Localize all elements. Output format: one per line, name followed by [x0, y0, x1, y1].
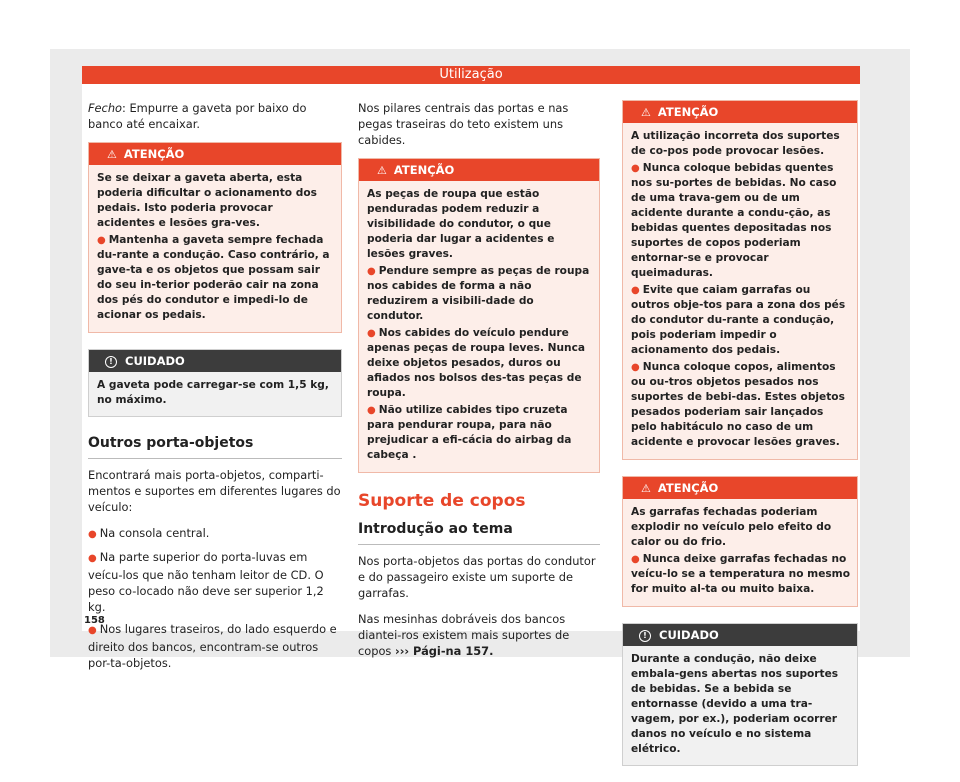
manual-page: [82, 66, 860, 755]
intro-paragraph: [88, 100, 342, 132]
bullet-dot-icon: ●: [631, 362, 640, 373]
caution-text: Durante a condução, não deixe embala-gens abertas nos suportes de bebidas. Se a bebida se entornasse (devido a uma tra-vagem, por ex.), poderiam ocorrer danos no veículo e no sistema elétrico.: [631, 653, 839, 755]
bullet-dot-icon: ●: [367, 405, 376, 416]
warning-box: [88, 142, 342, 333]
bullet-dot-icon: ●: [631, 285, 640, 296]
warning-header: [359, 159, 599, 181]
info-circle-icon: !: [105, 356, 117, 368]
bullet-dot-icon: ●: [631, 554, 640, 565]
warning-triangle-icon: ⚠: [107, 148, 117, 161]
warning-header: [89, 143, 341, 165]
bullet-dot-icon: ●: [88, 625, 97, 636]
warning-text: A utilização incorreta dos suportes de co-pos pode provocar lesões.: [631, 130, 840, 157]
info-circle-icon: !: [639, 630, 651, 642]
warning-title: ATENÇÃO: [657, 105, 719, 119]
warning-bullet: ● Nos cabides do veículo pendure apenas peças de roupa leves. Nunca deixe objetos pesados, duros ou afiados nos bolsos des-tas peças de roupa.: [367, 327, 586, 399]
bullet-dot-icon: ●: [88, 553, 97, 564]
warning-bullet: ● Não utilize cabides tipo cruzeta para pendurar roupa, para não prejudicar a efi-cácia do airbag da cabeça .: [367, 404, 572, 461]
list-item: ● Na parte superior do porta-luvas em veícu-los que não tenham leitor de CD. O peso co-locado não deve ser superior 1,2 kg.: [88, 550, 324, 614]
caution-box: [622, 623, 858, 766]
warning-title: ATENÇÃO: [393, 163, 455, 177]
column-right: [622, 100, 858, 782]
section-title: Outros porta-objetos: [88, 435, 342, 459]
warning-text: Se se deixar a gaveta aberta, esta poderia dificultar o acionamento dos pedais. Isto poderia provocar acidentes e lesões gra-ves.: [97, 172, 317, 229]
bullet-dot-icon: ●: [631, 163, 640, 174]
warning-box: [622, 100, 858, 460]
warning-bullet: ● Nunca coloque bebidas quentes nos su-portes de bebidas. No caso de uma trava-gem ou de um acidente durante a condu-ção, as bebidas quentes depositadas nos suportes de copos poderiam entornar-se e provocar queimaduras.: [631, 162, 837, 279]
intro-term: Fecho: [88, 101, 123, 115]
caution-title: CUIDADO: [125, 354, 185, 368]
paragraph: Nos porta-objetos das portas do condutor e do passageiro existe um suporte de garrafas.: [358, 554, 596, 600]
list-item: ● Na consola central.: [88, 526, 210, 540]
caution-text: A gaveta pode carregar-se com 1,5 kg, no máximo.: [97, 379, 329, 406]
page-header: Utilização: [82, 66, 860, 84]
warning-body: [359, 181, 599, 472]
warning-header: [623, 101, 857, 123]
warning-bullet: ● Nunca deixe garrafas fechadas no veícu-lo se a temperatura no mesmo for muito al-ta ou muito baixa.: [631, 553, 851, 595]
bullet-dot-icon: ●: [97, 235, 106, 246]
paragraph: Nas mesinhas dobráveis dos bancos diantei-ros existem mais suportes de copos ››› Pági-na 157.: [358, 612, 570, 658]
warning-bullet: ● Evite que caiam garrafas ou outros obje-tos para a zona dos pés do condutor du-rante a condução, pois poderiam impedir o acionamento dos pedais.: [631, 284, 846, 356]
warning-title: ATENÇÃO: [657, 481, 719, 495]
warning-body: [89, 165, 341, 332]
caution-title: CUIDADO: [659, 628, 719, 642]
caution-header: [89, 350, 341, 372]
warning-triangle-icon: ⚠: [641, 482, 651, 495]
bullet-dot-icon: ●: [367, 266, 376, 277]
warning-triangle-icon: ⚠: [377, 164, 387, 177]
warning-body: [623, 499, 857, 606]
column-left: [88, 100, 342, 677]
section-title: Introdução ao tema: [358, 521, 600, 545]
warning-box: [358, 158, 600, 473]
warning-body: [623, 123, 857, 459]
caution-header: [623, 624, 857, 646]
page-number: 158: [84, 615, 105, 626]
warning-bullet: ● Mantenha a gaveta sempre fechada du-rante a condução. Caso contrário, a gave-ta e os objetos que possam sair do seu in-terior poderão cair na zona dos pés do condutor e impedi-lo de acionar os pedais.: [97, 234, 330, 321]
column-middle: [358, 100, 600, 669]
warning-text: As peças de roupa que estão penduradas podem reduzir a visibilidade do condutor, o que poderia dar lugar a acidentes e lesões graves.: [367, 188, 555, 260]
page-reference-link[interactable]: ››› Pági-na 157.: [395, 644, 494, 658]
intro-text: : Empurre a gaveta por baixo do banco até encaixar.: [88, 101, 307, 131]
caution-box: [88, 349, 342, 417]
warning-triangle-icon: ⚠: [641, 106, 651, 119]
list-item: ● Nos lugares traseiros, do lado esquerdo e direito dos bancos, encontram-se outros por-ta-objetos.: [88, 622, 337, 670]
bullet-dot-icon: ●: [367, 328, 376, 339]
bullet-dot-icon: ●: [88, 529, 97, 540]
warning-text: As garrafas fechadas poderiam explodir no veículo pelo efeito do calor ou do frio.: [631, 506, 832, 548]
warning-header: [623, 477, 857, 499]
warning-title: ATENÇÃO: [123, 147, 185, 161]
section-paragraph: Encontrará mais porta-objetos, comparti-mentos e suportes em diferentes lugares do veículo:: [88, 468, 341, 514]
warning-box: [622, 476, 858, 607]
intro-paragraph: Nos pilares centrais das portas e nas pegas traseiras do teto existem uns cabides.: [358, 101, 569, 147]
warning-bullet: ● Nunca coloque copos, alimentos ou ou-tros objetos pesados nos suportes de bebi-das. Estes objetos pesados poderiam sair lançados pelo habitáculo no caso de um acidente e provocar lesões graves.: [631, 361, 845, 448]
chapter-title: Suporte de copos: [358, 491, 526, 511]
warning-bullet: ● Pendure sempre as peças de roupa nos cabides de forma a não reduzirem a visibili-dade do condutor.: [367, 265, 590, 322]
